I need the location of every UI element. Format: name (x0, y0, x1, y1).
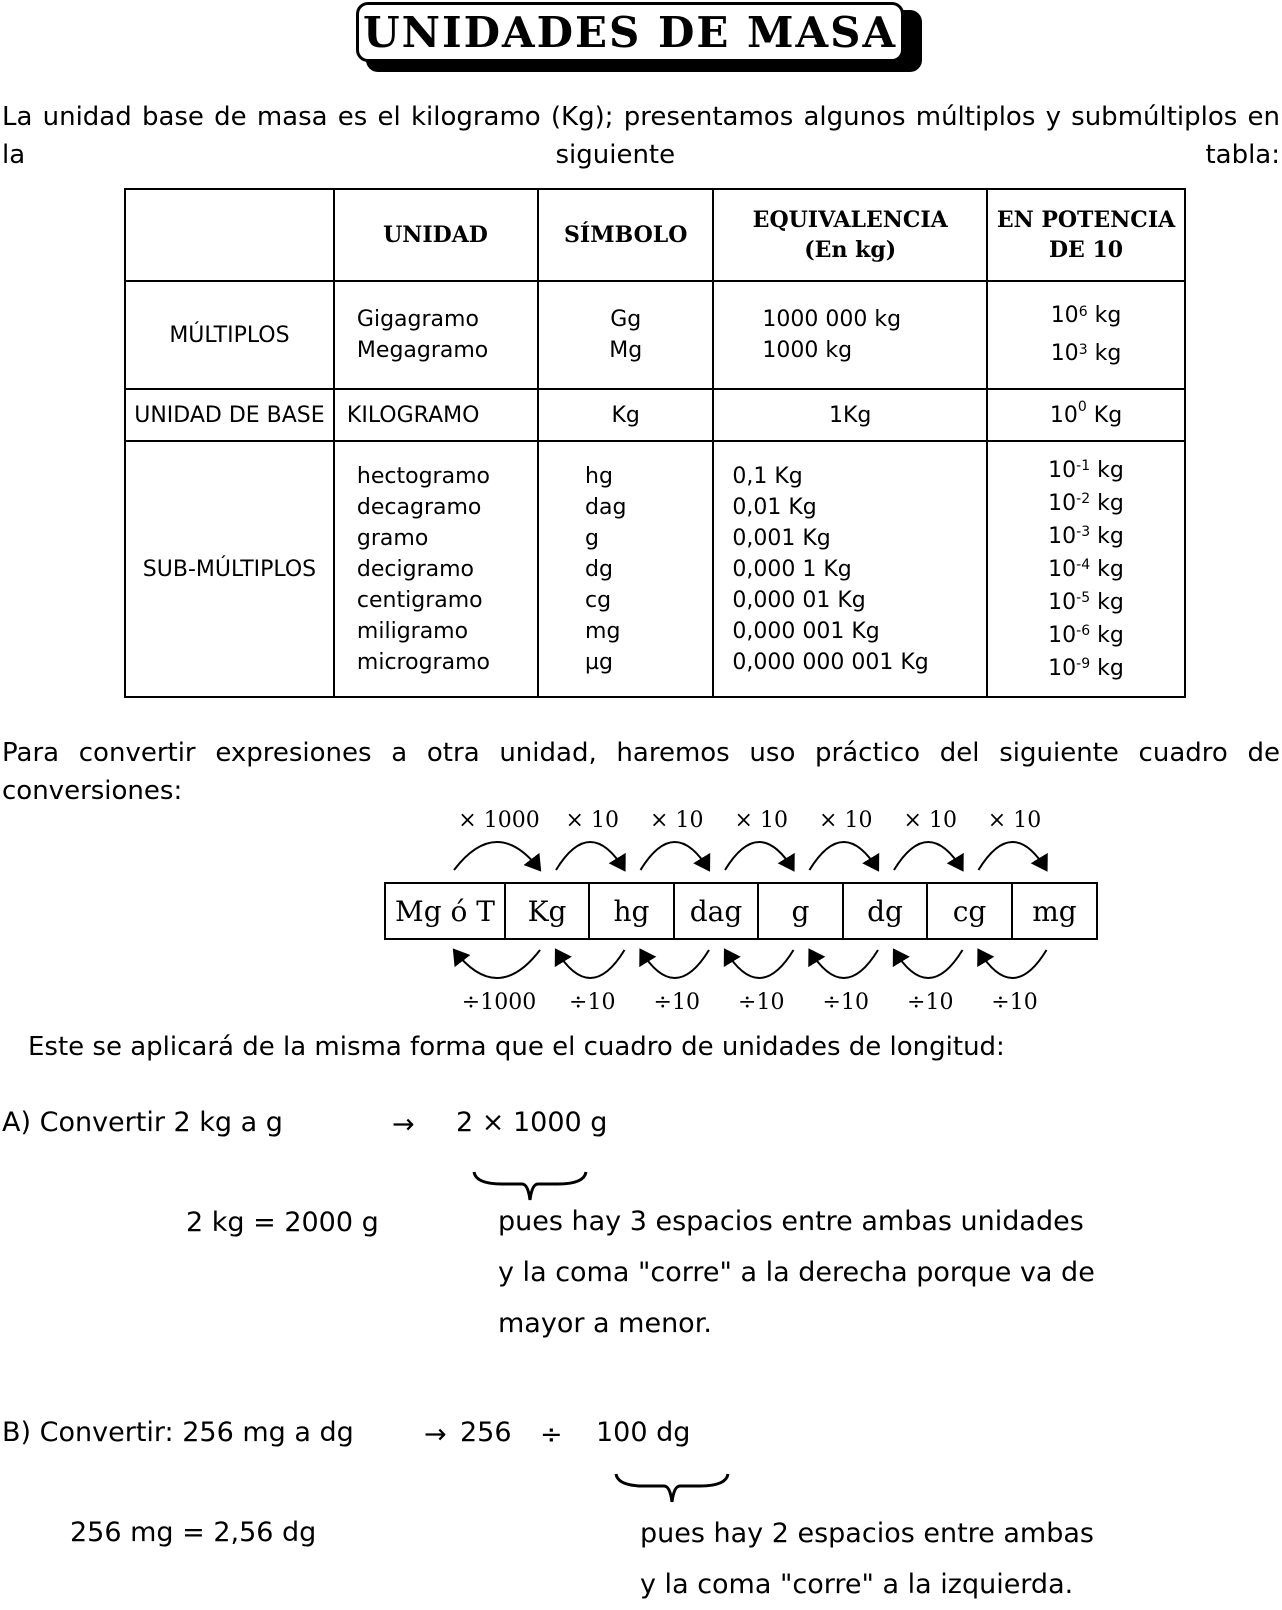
intro-paragraph: La unidad base de masa es el kilogramo (Kg); presentamos algunos múltiplos y submúltiplos en la siguiente tabla: (2, 102, 1280, 170)
equivalence-gg: 1000 000 kg (762, 307, 902, 332)
power-mg-sub: $10^{-6}$ kg (1048, 622, 1124, 648)
apply-text: Este se aplicará de la misma forma que el cuadro de unidades de longitud: (28, 1032, 1005, 1062)
divide-arrow (454, 950, 540, 978)
divide-label: ÷10 (822, 990, 869, 1015)
example-a-arrow: → (392, 1109, 415, 1140)
conversion-chart (384, 882, 1098, 940)
example-a-result: 2 kg = 2000 g (186, 1207, 379, 1238)
multiplos-powers (987, 281, 1185, 389)
divide-arrow (894, 950, 963, 978)
divide-label: ÷10 (907, 990, 954, 1015)
label-submultiplos: SUB-MÚLTIPLOS (125, 441, 334, 697)
unit-gramo: gramo (356, 525, 429, 551)
header-simbolo: SÍMBOLO (538, 189, 713, 281)
power-kg: $10^0$ Kg (987, 389, 1185, 441)
multiply-label: × 10 (565, 808, 619, 833)
label-multiplos: MÚLTIPLOS (125, 281, 334, 389)
power-gg: $10^6$ kg (1050, 303, 1122, 328)
submultiplos-powers (987, 441, 1185, 697)
multiplos-equivalences (713, 281, 987, 389)
example-a-operation: 2 × 1000 g (456, 1107, 608, 1138)
power-dag: $10^{-2}$ kg (1048, 490, 1124, 516)
divide-label: ÷10 (991, 990, 1038, 1015)
submultiplos-units (334, 441, 538, 697)
divide-arrow (810, 950, 879, 978)
row-multiplos (125, 281, 1185, 389)
multiply-arrow (556, 842, 625, 870)
header-equivalencia: EQUIVALENCIA (En kg) (713, 189, 987, 281)
example-a-explanation-line: pues hay 3 espacios entre ambas unidades (498, 1206, 1084, 1237)
symbol-gg: Gg (610, 307, 642, 332)
unit-megagramo: Megagramo (356, 338, 489, 363)
example-b-brace (614, 1472, 730, 1506)
multiplos-units (334, 281, 538, 389)
unit-decagramo: decagramo (356, 494, 482, 520)
example-b-explanation (640, 1508, 1094, 1610)
example-b-result: 256 mg = 2,56 dg (70, 1517, 317, 1548)
symbol-kg: Kg (538, 389, 713, 441)
chart-cell-mg-t: Mg ó T (386, 884, 506, 938)
chart-cell-dag: dag (675, 884, 759, 938)
example-b-statement: B) Convertir: 256 mg a dg (2, 1417, 354, 1448)
submultiplos-equivalences (713, 441, 987, 697)
equivalence-g: 0,001 Kg (732, 525, 831, 551)
divide-arrow (556, 950, 625, 978)
example-b-explanation-line: pues hay 2 espacios entre ambas (640, 1518, 1094, 1549)
multiply-label: × 10 (819, 808, 873, 833)
power-cg: $10^{-5}$ kg (1048, 589, 1124, 615)
equivalence-dg: 0,000 1 Kg (732, 556, 852, 582)
power-dg: $10^{-4}$ kg (1048, 556, 1124, 582)
submultiplos-symbols (538, 441, 713, 697)
chart-cell-hg: hg (590, 884, 675, 938)
header-unidad: UNIDAD (334, 189, 538, 281)
symbol-dag: dag (585, 494, 627, 520)
chart-cell-g: g (759, 884, 844, 938)
multiply-arrow (725, 842, 794, 870)
symbol-hg: hg (585, 463, 613, 489)
multiply-arrow (454, 842, 540, 870)
multiplos-symbols (538, 281, 713, 389)
equivalence-dag: 0,01 Kg (732, 494, 817, 520)
label-base: UNIDAD DE BASE (125, 389, 334, 441)
symbol-mg-sub: mg (585, 618, 621, 644)
page-title: UNIDADES DE MASA (362, 7, 898, 57)
multiply-label: × 1000 (458, 808, 540, 833)
multiply-label: × 10 (903, 808, 957, 833)
equivalence-cg: 0,000 01 Kg (732, 587, 866, 613)
divide-label: ÷10 (738, 990, 785, 1015)
unit-kilogramo: KILOGRAMO (334, 389, 538, 441)
equivalence-mg: 1000 kg (762, 338, 853, 363)
chart-cell-kg: Kg (506, 884, 590, 938)
example-b-operation-left: 256 (460, 1417, 512, 1448)
unit-centigramo: centigramo (356, 587, 483, 613)
divide-arrow (979, 950, 1047, 978)
unit-miligramo: miligramo (356, 618, 469, 644)
multiply-label: × 10 (987, 808, 1042, 833)
units-table (124, 188, 1186, 698)
row-submultiplos (125, 441, 1185, 697)
row-base (125, 389, 1185, 441)
example-a-explanation (498, 1196, 1095, 1349)
multiply-arrow (641, 842, 710, 870)
power-hg: $10^{-1}$ kg (1048, 457, 1124, 483)
power-mg: $10^3$ kg (1050, 341, 1122, 366)
multiply-arrow (810, 842, 879, 870)
equivalence-mg: 0,000 001 Kg (732, 618, 880, 644)
multiply-label: × 10 (650, 808, 704, 833)
divide-arrow (641, 950, 710, 978)
chart-cell-cg: cg (928, 884, 1013, 938)
example-b-explanation-line: y la coma "corre" a la izquierda. (640, 1569, 1074, 1600)
symbol-mg: Mg (609, 338, 643, 363)
equivalence-ug: 0,000 000 001 Kg (732, 649, 929, 675)
divide-label: ÷1000 (461, 990, 537, 1015)
equivalence-kg: 1Kg (713, 389, 987, 441)
example-a-statement: A) Convertir 2 kg a g (2, 1107, 283, 1138)
multiply-arrow (894, 842, 963, 870)
header-potencia: EN POTENCIA DE 10 (987, 189, 1185, 281)
convert-intro-paragraph: Para convertir expresiones a otra unidad, haremos uso práctico del siguiente cuadro de conversiones: (2, 738, 1280, 806)
power-ug: $10^{-9}$ kg (1048, 655, 1124, 681)
unit-hectogramo: hectogramo (356, 463, 490, 489)
title-box (356, 2, 904, 62)
equivalence-hg: 0,1 Kg (732, 463, 803, 489)
unit-microgramo: microgramo (356, 649, 490, 675)
multiply-arrow (979, 842, 1047, 870)
chart-cell-mg: mg (1032, 894, 1077, 928)
divide-label: ÷10 (653, 990, 700, 1015)
header-empty (125, 189, 334, 281)
multiply-label: × 10 (734, 808, 788, 833)
divide-arrow (725, 950, 794, 978)
example-b-operation-op: ÷ (540, 1419, 563, 1450)
power-g: $10^{-3}$ kg (1048, 523, 1124, 549)
divide-label: ÷10 (569, 990, 616, 1015)
table-header-row (125, 189, 1185, 281)
unit-gigagramo: Gigagramo (356, 307, 479, 332)
unit-decigramo: decigramo (356, 556, 475, 582)
chart-cell-dg: dg (844, 884, 928, 938)
symbol-ug: µg (585, 649, 613, 675)
symbol-g: g (585, 525, 599, 551)
example-b-operation-right: 100 dg (596, 1417, 691, 1448)
symbol-dg: dg (585, 556, 613, 582)
example-a-explanation-line: y la coma "corre" a la derecha porque va de (498, 1257, 1095, 1288)
example-a-explanation-line: mayor a menor. (498, 1308, 712, 1339)
example-b-arrow: → (424, 1419, 447, 1450)
symbol-cg: cg (585, 587, 612, 613)
